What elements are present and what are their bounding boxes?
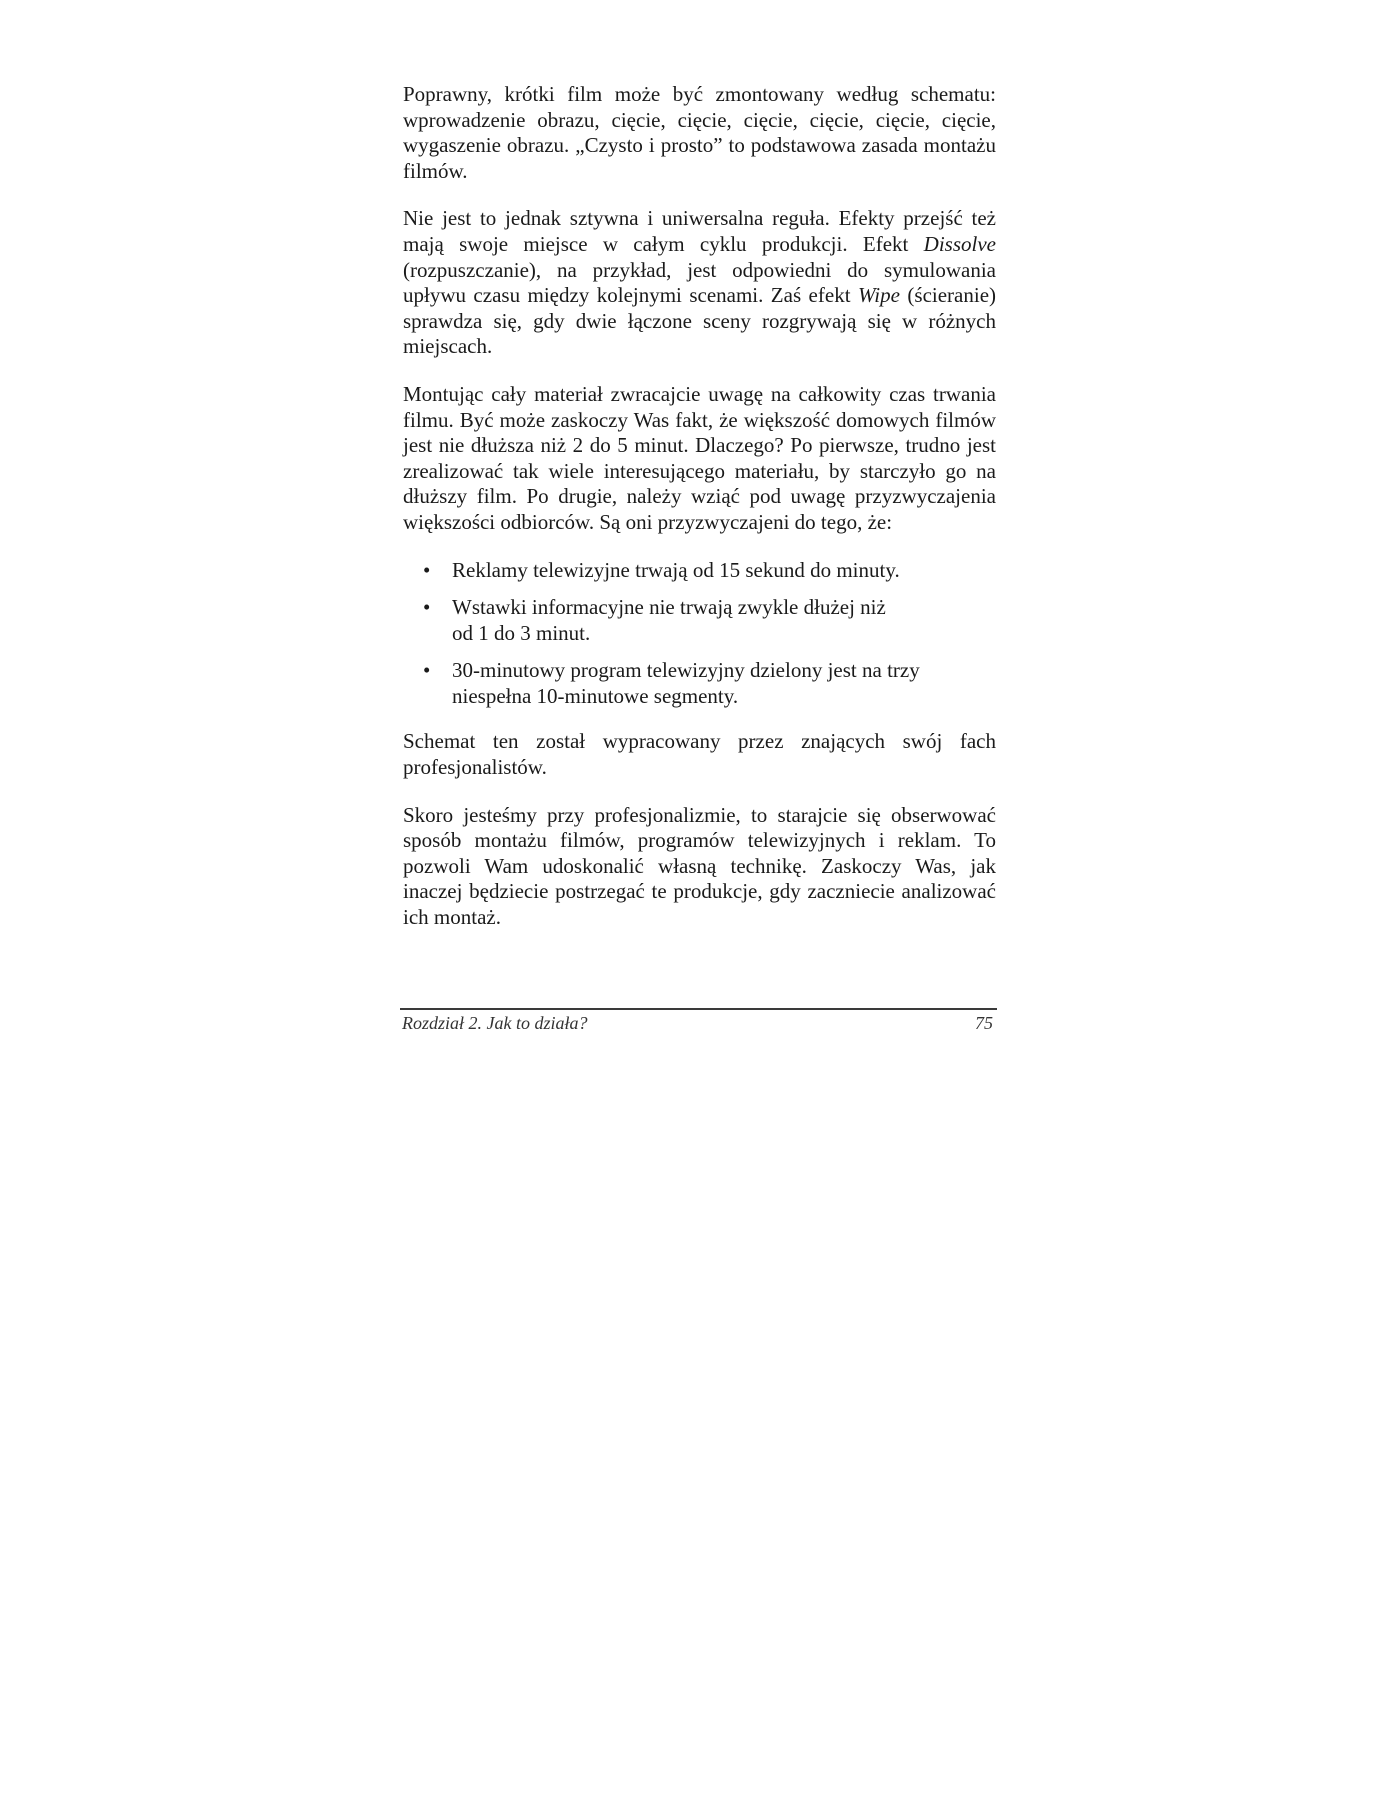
page-body	[403, 82, 996, 953]
paragraph-2-text-c: (ścieranie) sprawdza się, gdy dwie łączone sceny rozgrywają się w różnych miejscach.	[403, 283, 997, 359]
list-item	[403, 558, 996, 584]
paragraph-3: Montując cały materiał zwracajcie uwagę na całkowity czas trwania filmu. Być może zaskoczy Was fakt, że większość domowych filmów jest nie dłuższa niż 2 do 5 minut. Dlaczego? Po pierwsze, trudno jest zrealizować tak wiele interesującego materiału, by starczyło go na dłuższy film. Po drugie, należy wziąć pod uwagę przyzwyczajenia większości odbiorców. Są oni przyzwyczajeni do tego, że:	[403, 381, 996, 534]
term-wipe: Wipe	[857, 283, 900, 308]
paragraph-1: Poprawny, krótki film może być zmontowany według schematu: wprowadzenie obrazu, cięcie, cięcie, cięcie, cięcie, cięcie, cięcie, wygaszenie obrazu. „Czysto i prosto” to podstawowa zasada montażu filmów.	[403, 82, 996, 183]
footer-row	[400, 1013, 997, 1034]
bullet-list	[403, 558, 996, 710]
paragraph-4: Schemat ten został wypracowany przez znających swój fach profesjonalistów.	[403, 729, 996, 780]
footer-rule	[400, 1008, 997, 1010]
page-footer	[400, 1008, 997, 1034]
chapter-title: Rozdział 2. Jak to działa?	[402, 1013, 588, 1033]
list-item	[403, 658, 996, 709]
list-item-text: Wstawki informacyjne nie trwają zwykle dłużej niż od 1 do 3 minut.	[452, 595, 886, 645]
bullet-icon: •	[423, 595, 431, 620]
bullet-icon: •	[423, 658, 431, 683]
term-dissolve: Dissolve	[923, 231, 996, 256]
paragraph-5: Skoro jesteśmy przy profesjonalizmie, to starajcie się obserwować sposób montażu filmów, programów telewizyjnych i reklam. To pozwoli Wam udoskonalić własną technikę. Zaskoczy Was, jak inaczej będziecie postrzegać te produkcje, gdy zaczniecie analizować ich montaż.	[403, 802, 996, 930]
list-item-text: Reklamy telewizyjne trwają od 15 sekund do minuty.	[452, 557, 900, 582]
paragraph-2-text-a: Nie jest to jednak sztywna i uniwersalna reguła. Efekty przejść też mają swoje miejsce w całym cyklu produkcji. Efekt	[403, 206, 996, 256]
paragraph-2-text-b: (rozpuszczanie), na przykład, jest odpowiedni do symulowania upływu czasu między kolejnymi scenami. Zaś efekt	[403, 257, 996, 308]
page-number: 75	[975, 1013, 993, 1033]
list-item-text: 30-minutowy program telewizyjny dzielony jest na trzy niespełna 10-minutowe segmenty.	[452, 658, 920, 708]
bullet-icon: •	[423, 557, 431, 582]
list-item	[403, 595, 996, 646]
paragraph-2	[403, 206, 996, 360]
